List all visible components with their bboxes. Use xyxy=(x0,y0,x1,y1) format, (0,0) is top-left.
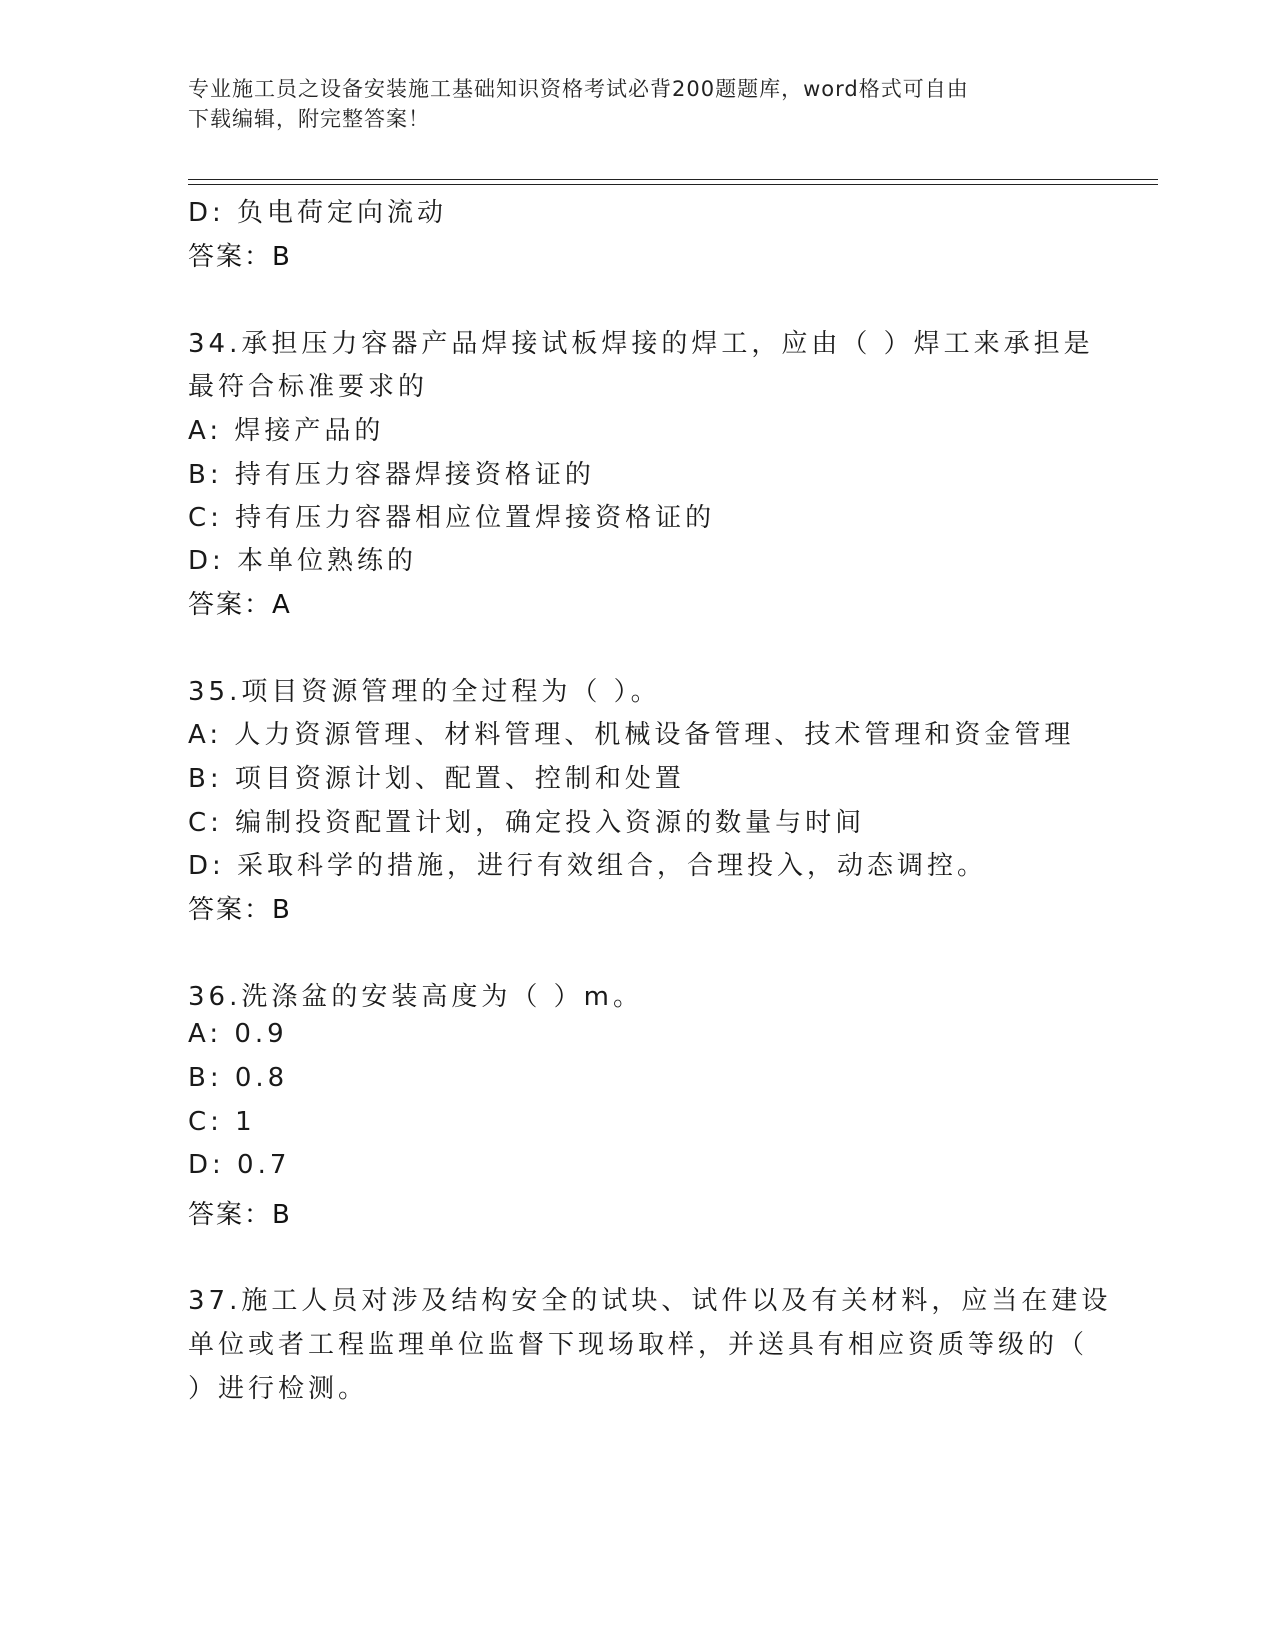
q34-answer: 答案：A xyxy=(188,590,292,620)
q37-stem-line-3: ）进行检测。 xyxy=(188,1374,369,1404)
q36-option-a: A: 0.9 xyxy=(188,1019,288,1049)
q34-option-a: A: 焊接产品的 xyxy=(188,416,385,446)
header-divider-top xyxy=(188,179,1158,180)
q36-stem: 36.洗涤盆的安装高度为（ ）m。 xyxy=(188,982,643,1012)
page-header xyxy=(188,74,1088,134)
q36-option-b: B: 0.8 xyxy=(188,1063,289,1093)
q33-answer: 答案：B xyxy=(188,242,292,272)
q35-option-a: A: 人力资源管理、材料管理、机械设备管理、技术管理和资金管理 xyxy=(188,720,1075,750)
q35-option-c: C: 编制投资配置计划，确定投入资源的数量与时间 xyxy=(188,808,866,838)
q37-stem-line-1: 37.施工人员对涉及结构安全的试块、试件以及有关材料，应当在建设 xyxy=(188,1286,1112,1316)
q35-option-b: B: 项目资源计划、配置、控制和处置 xyxy=(188,764,685,794)
q34-option-b: B: 持有压力容器焊接资格证的 xyxy=(188,460,595,490)
q34-option-c: C: 持有压力容器相应位置焊接资格证的 xyxy=(188,503,716,533)
q35-stem: 35.项目资源管理的全过程为（ ）。 xyxy=(188,677,661,707)
header-title-line-1: 专业施工员之设备安装施工基础知识资格考试必背200题题库，word格式可自由 xyxy=(188,77,969,101)
q33-option-d: D: 负电荷定向流动 xyxy=(188,198,448,228)
q34-option-d: D: 本单位熟练的 xyxy=(188,546,418,576)
q35-answer: 答案：B xyxy=(188,895,292,925)
q34-stem-line-1: 34.承担压力容器产品焊接试板焊接的焊工，应由（ ）焊工来承担是 xyxy=(188,329,1094,359)
q36-answer: 答案：B xyxy=(188,1200,292,1230)
q35-option-d: D: 采取科学的措施，进行有效组合，合理投入，动态调控。 xyxy=(188,851,988,881)
q36-option-c: C: 1 xyxy=(188,1107,256,1137)
q36-option-d: D: 0.7 xyxy=(188,1150,291,1180)
header-title-line-2: 下载编辑，附完整答案！ xyxy=(188,107,430,131)
q34-stem-line-2: 最符合标准要求的 xyxy=(188,372,429,402)
q37-stem-line-2: 单位或者工程监理单位监督下现场取样，并送具有相应资质等级的（ xyxy=(188,1330,1089,1360)
header-divider-bottom xyxy=(188,184,1158,185)
